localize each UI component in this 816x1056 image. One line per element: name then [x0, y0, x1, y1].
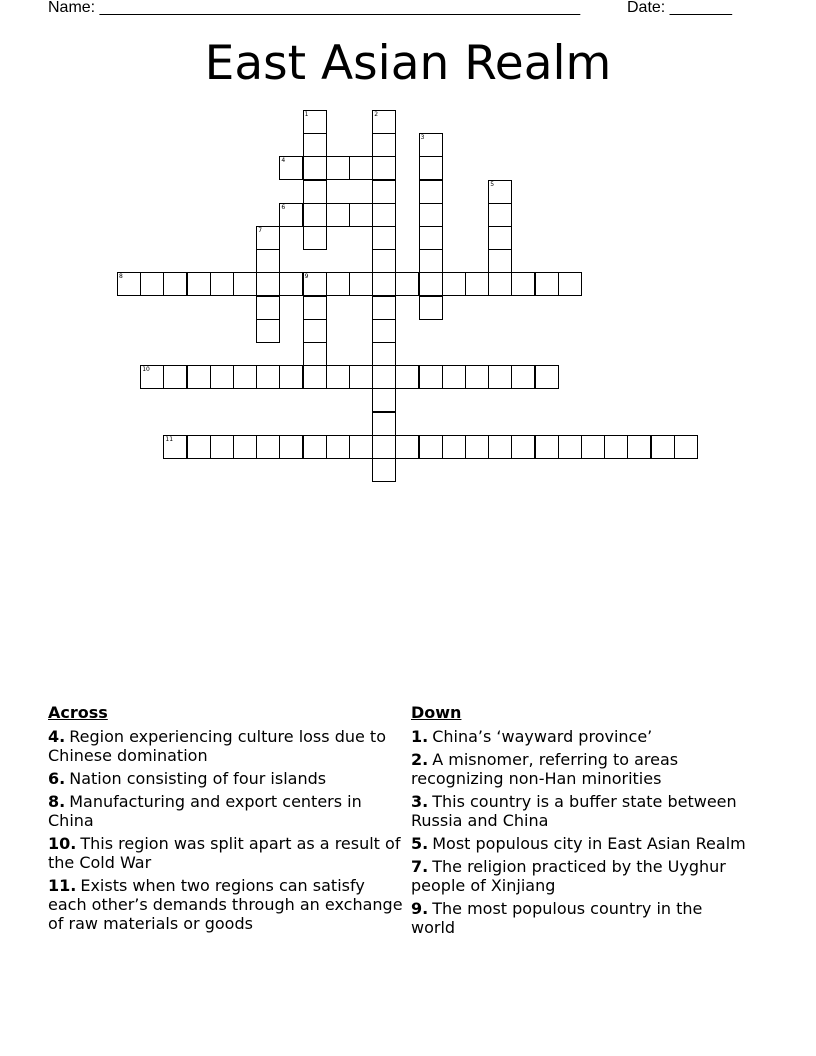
crossword-cell[interactable] — [233, 435, 257, 459]
crossword-cell[interactable] — [442, 272, 466, 296]
crossword-cell[interactable] — [256, 226, 280, 250]
crossword-cell[interactable] — [488, 226, 512, 250]
clue-number: 5. — [411, 834, 429, 853]
crossword-cell[interactable] — [465, 435, 489, 459]
crossword-cell[interactable] — [303, 319, 327, 343]
crossword-cell[interactable] — [488, 203, 512, 227]
crossword-cell[interactable] — [163, 365, 187, 389]
crossword-cell[interactable] — [372, 133, 396, 157]
crossword-cell[interactable] — [419, 203, 443, 227]
clue-text: Manufacturing and export centers in China — [48, 792, 362, 830]
crossword-cell[interactable] — [419, 180, 443, 204]
clue-text: A misnomer, referring to areas recognizing non-Han minorities — [411, 750, 679, 788]
crossword-cell[interactable] — [419, 133, 443, 157]
crossword-cell[interactable] — [465, 365, 489, 389]
crossword-cell[interactable] — [419, 435, 443, 459]
crossword-cell[interactable] — [303, 342, 327, 366]
across-clue-11 — [48, 876, 403, 933]
clue-text: The most populous country in the world — [411, 899, 703, 937]
clue-text: Exists when two regions can satisfy each other’s demands through an exchange of raw materials or goods — [48, 876, 403, 933]
cell-number: 9 — [304, 273, 309, 281]
crossword-cell[interactable] — [349, 156, 373, 180]
crossword-cell[interactable] — [326, 272, 350, 296]
crossword-cell[interactable] — [303, 110, 327, 134]
crossword-cell[interactable] — [372, 296, 396, 320]
down-clue-7 — [411, 857, 751, 895]
crossword-cell[interactable] — [604, 435, 628, 459]
page-title: East Asian Realm — [204, 36, 612, 91]
crossword-cell[interactable] — [535, 272, 559, 296]
crossword-cell[interactable] — [187, 365, 211, 389]
crossword-cell[interactable] — [326, 156, 350, 180]
cell-number: 1 — [304, 111, 309, 118]
crossword-cell[interactable] — [465, 272, 489, 296]
clue-number: 6. — [48, 769, 66, 788]
crossword-cell[interactable] — [372, 156, 396, 180]
crossword-cell[interactable] — [256, 435, 280, 459]
crossword-cell[interactable] — [488, 180, 512, 204]
crossword-cell[interactable] — [303, 133, 327, 157]
clue-number: 8. — [48, 792, 66, 811]
crossword-cell[interactable] — [303, 203, 327, 227]
crossword-cell[interactable] — [372, 458, 396, 482]
crossword-cell[interactable] — [210, 435, 234, 459]
crossword-cell[interactable] — [419, 365, 443, 389]
down-clue-9 — [411, 899, 751, 937]
crossword-cell[interactable] — [279, 435, 303, 459]
across-clue-8 — [48, 792, 403, 830]
crossword-cell[interactable] — [535, 365, 559, 389]
crossword-cell[interactable] — [395, 272, 419, 296]
crossword-cell[interactable] — [419, 156, 443, 180]
crossword-cell[interactable] — [372, 412, 396, 436]
crossword-cell[interactable] — [140, 365, 164, 389]
down-clue-1 — [411, 727, 751, 746]
crossword-cell[interactable] — [233, 365, 257, 389]
cell-number: 2 — [374, 111, 379, 118]
cell-number: 5 — [490, 180, 495, 188]
crossword-cell[interactable] — [233, 272, 257, 296]
crossword-cell[interactable] — [303, 435, 327, 459]
date-field-label: Date: _______ — [627, 0, 732, 16]
crossword-cell[interactable] — [488, 365, 512, 389]
crossword-cell[interactable] — [395, 435, 419, 459]
crossword-cell[interactable] — [627, 435, 651, 459]
crossword-cell[interactable] — [674, 435, 698, 459]
crossword-cell[interactable] — [442, 365, 466, 389]
crossword-cell[interactable] — [256, 272, 280, 296]
crossword-grid — [0, 0, 816, 500]
crossword-cell[interactable] — [651, 435, 675, 459]
crossword-cell[interactable] — [488, 435, 512, 459]
crossword-cell[interactable] — [210, 272, 234, 296]
crossword-cell[interactable] — [256, 249, 280, 273]
down-clues — [411, 703, 751, 941]
crossword-cell[interactable] — [372, 249, 396, 273]
clue-number: 11. — [48, 876, 77, 895]
cell-number: 6 — [281, 203, 286, 211]
name-field-label: Name: ______________________________________________________ — [48, 0, 581, 16]
crossword-cell[interactable] — [419, 296, 443, 320]
across-clues — [48, 703, 403, 937]
crossword-cell[interactable] — [558, 272, 582, 296]
crossword-cell[interactable] — [303, 226, 327, 250]
across-clue-6 — [48, 769, 403, 788]
cell-number: 11 — [165, 435, 174, 443]
clue-number: 7. — [411, 857, 429, 876]
crossword-cell[interactable] — [303, 156, 327, 180]
crossword-cell[interactable] — [349, 272, 373, 296]
crossword-cell[interactable] — [511, 272, 535, 296]
crossword-cell[interactable] — [419, 226, 443, 250]
crossword-cell[interactable] — [535, 435, 559, 459]
cell-number: 4 — [281, 157, 286, 165]
clue-number: 10. — [48, 834, 77, 853]
crossword-cell[interactable] — [163, 272, 187, 296]
crossword-cell[interactable] — [349, 365, 373, 389]
clue-number: 9. — [411, 899, 429, 918]
down-clue-5 — [411, 834, 751, 853]
clue-number: 1. — [411, 727, 429, 746]
crossword-cell[interactable] — [279, 203, 303, 227]
crossword-cell[interactable] — [419, 272, 443, 296]
crossword-cell[interactable] — [279, 365, 303, 389]
crossword-cell[interactable] — [256, 296, 280, 320]
crossword-cell[interactable] — [372, 272, 396, 296]
crossword-cell[interactable] — [372, 180, 396, 204]
clue-text: The religion practiced by the Uyghur people of Xinjiang — [411, 857, 726, 895]
across-clue-10 — [48, 834, 403, 872]
across-heading: Across — [48, 703, 108, 722]
crossword-cell[interactable] — [349, 203, 373, 227]
crossword-cell[interactable] — [187, 435, 211, 459]
clue-text: Most populous city in East Asian Realm — [432, 834, 746, 853]
crossword-cell[interactable] — [279, 272, 303, 296]
cell-number: 10 — [142, 366, 150, 374]
down-heading: Down — [411, 703, 462, 722]
crossword-cell[interactable] — [419, 249, 443, 273]
crossword-cell[interactable] — [558, 435, 582, 459]
clue-text: China’s ‘wayward province’ — [432, 727, 653, 746]
crossword-cell[interactable] — [372, 110, 396, 134]
crossword-cell[interactable] — [303, 180, 327, 204]
clue-text: This country is a buffer state between Russia and China — [411, 792, 737, 830]
crossword-cell[interactable] — [372, 435, 396, 459]
clue-number: 3. — [411, 792, 429, 811]
crossword-cell[interactable] — [442, 435, 466, 459]
crossword-cell[interactable] — [488, 272, 512, 296]
crossword-cell[interactable] — [187, 272, 211, 296]
crossword-cell[interactable] — [140, 272, 164, 296]
crossword-cell[interactable] — [326, 365, 350, 389]
cell-number: 7 — [258, 227, 263, 234]
crossword-cell[interactable] — [372, 365, 396, 389]
crossword-cell[interactable] — [303, 296, 327, 320]
crossword-cell[interactable] — [256, 365, 280, 389]
clue-text: Region experiencing culture loss due to Chinese domination — [48, 727, 386, 765]
crossword-cell[interactable] — [372, 226, 396, 250]
crossword-cell[interactable] — [117, 272, 141, 296]
crossword-cell[interactable] — [163, 435, 187, 459]
crossword-cell[interactable] — [395, 365, 419, 389]
crossword-cell[interactable] — [256, 319, 280, 343]
clue-number: 4. — [48, 727, 66, 746]
crossword-cell[interactable] — [372, 388, 396, 412]
clue-text: Nation consisting of four islands — [69, 769, 327, 788]
crossword-cell[interactable] — [279, 156, 303, 180]
down-clue-2 — [411, 750, 751, 788]
across-clue-4 — [48, 727, 403, 765]
crossword-cell[interactable] — [372, 203, 396, 227]
down-clue-3 — [411, 792, 751, 830]
crossword-cell[interactable] — [372, 319, 396, 343]
crossword-cell[interactable] — [488, 249, 512, 273]
crossword-cell[interactable] — [581, 435, 605, 459]
crossword-cell[interactable] — [372, 342, 396, 366]
crossword-cell[interactable] — [303, 365, 327, 389]
cell-number: 3 — [420, 134, 425, 142]
crossword-cell[interactable] — [511, 435, 535, 459]
clue-text: This region was split apart as a result of the Cold War — [48, 834, 401, 872]
clue-number: 2. — [411, 750, 429, 769]
crossword-cell[interactable] — [326, 203, 350, 227]
crossword-cell[interactable] — [349, 435, 373, 459]
crossword-cell[interactable] — [303, 272, 327, 296]
cell-number: 8 — [119, 273, 123, 281]
crossword-cell[interactable] — [511, 365, 535, 389]
crossword-cell[interactable] — [326, 435, 350, 459]
crossword-cell[interactable] — [210, 365, 234, 389]
